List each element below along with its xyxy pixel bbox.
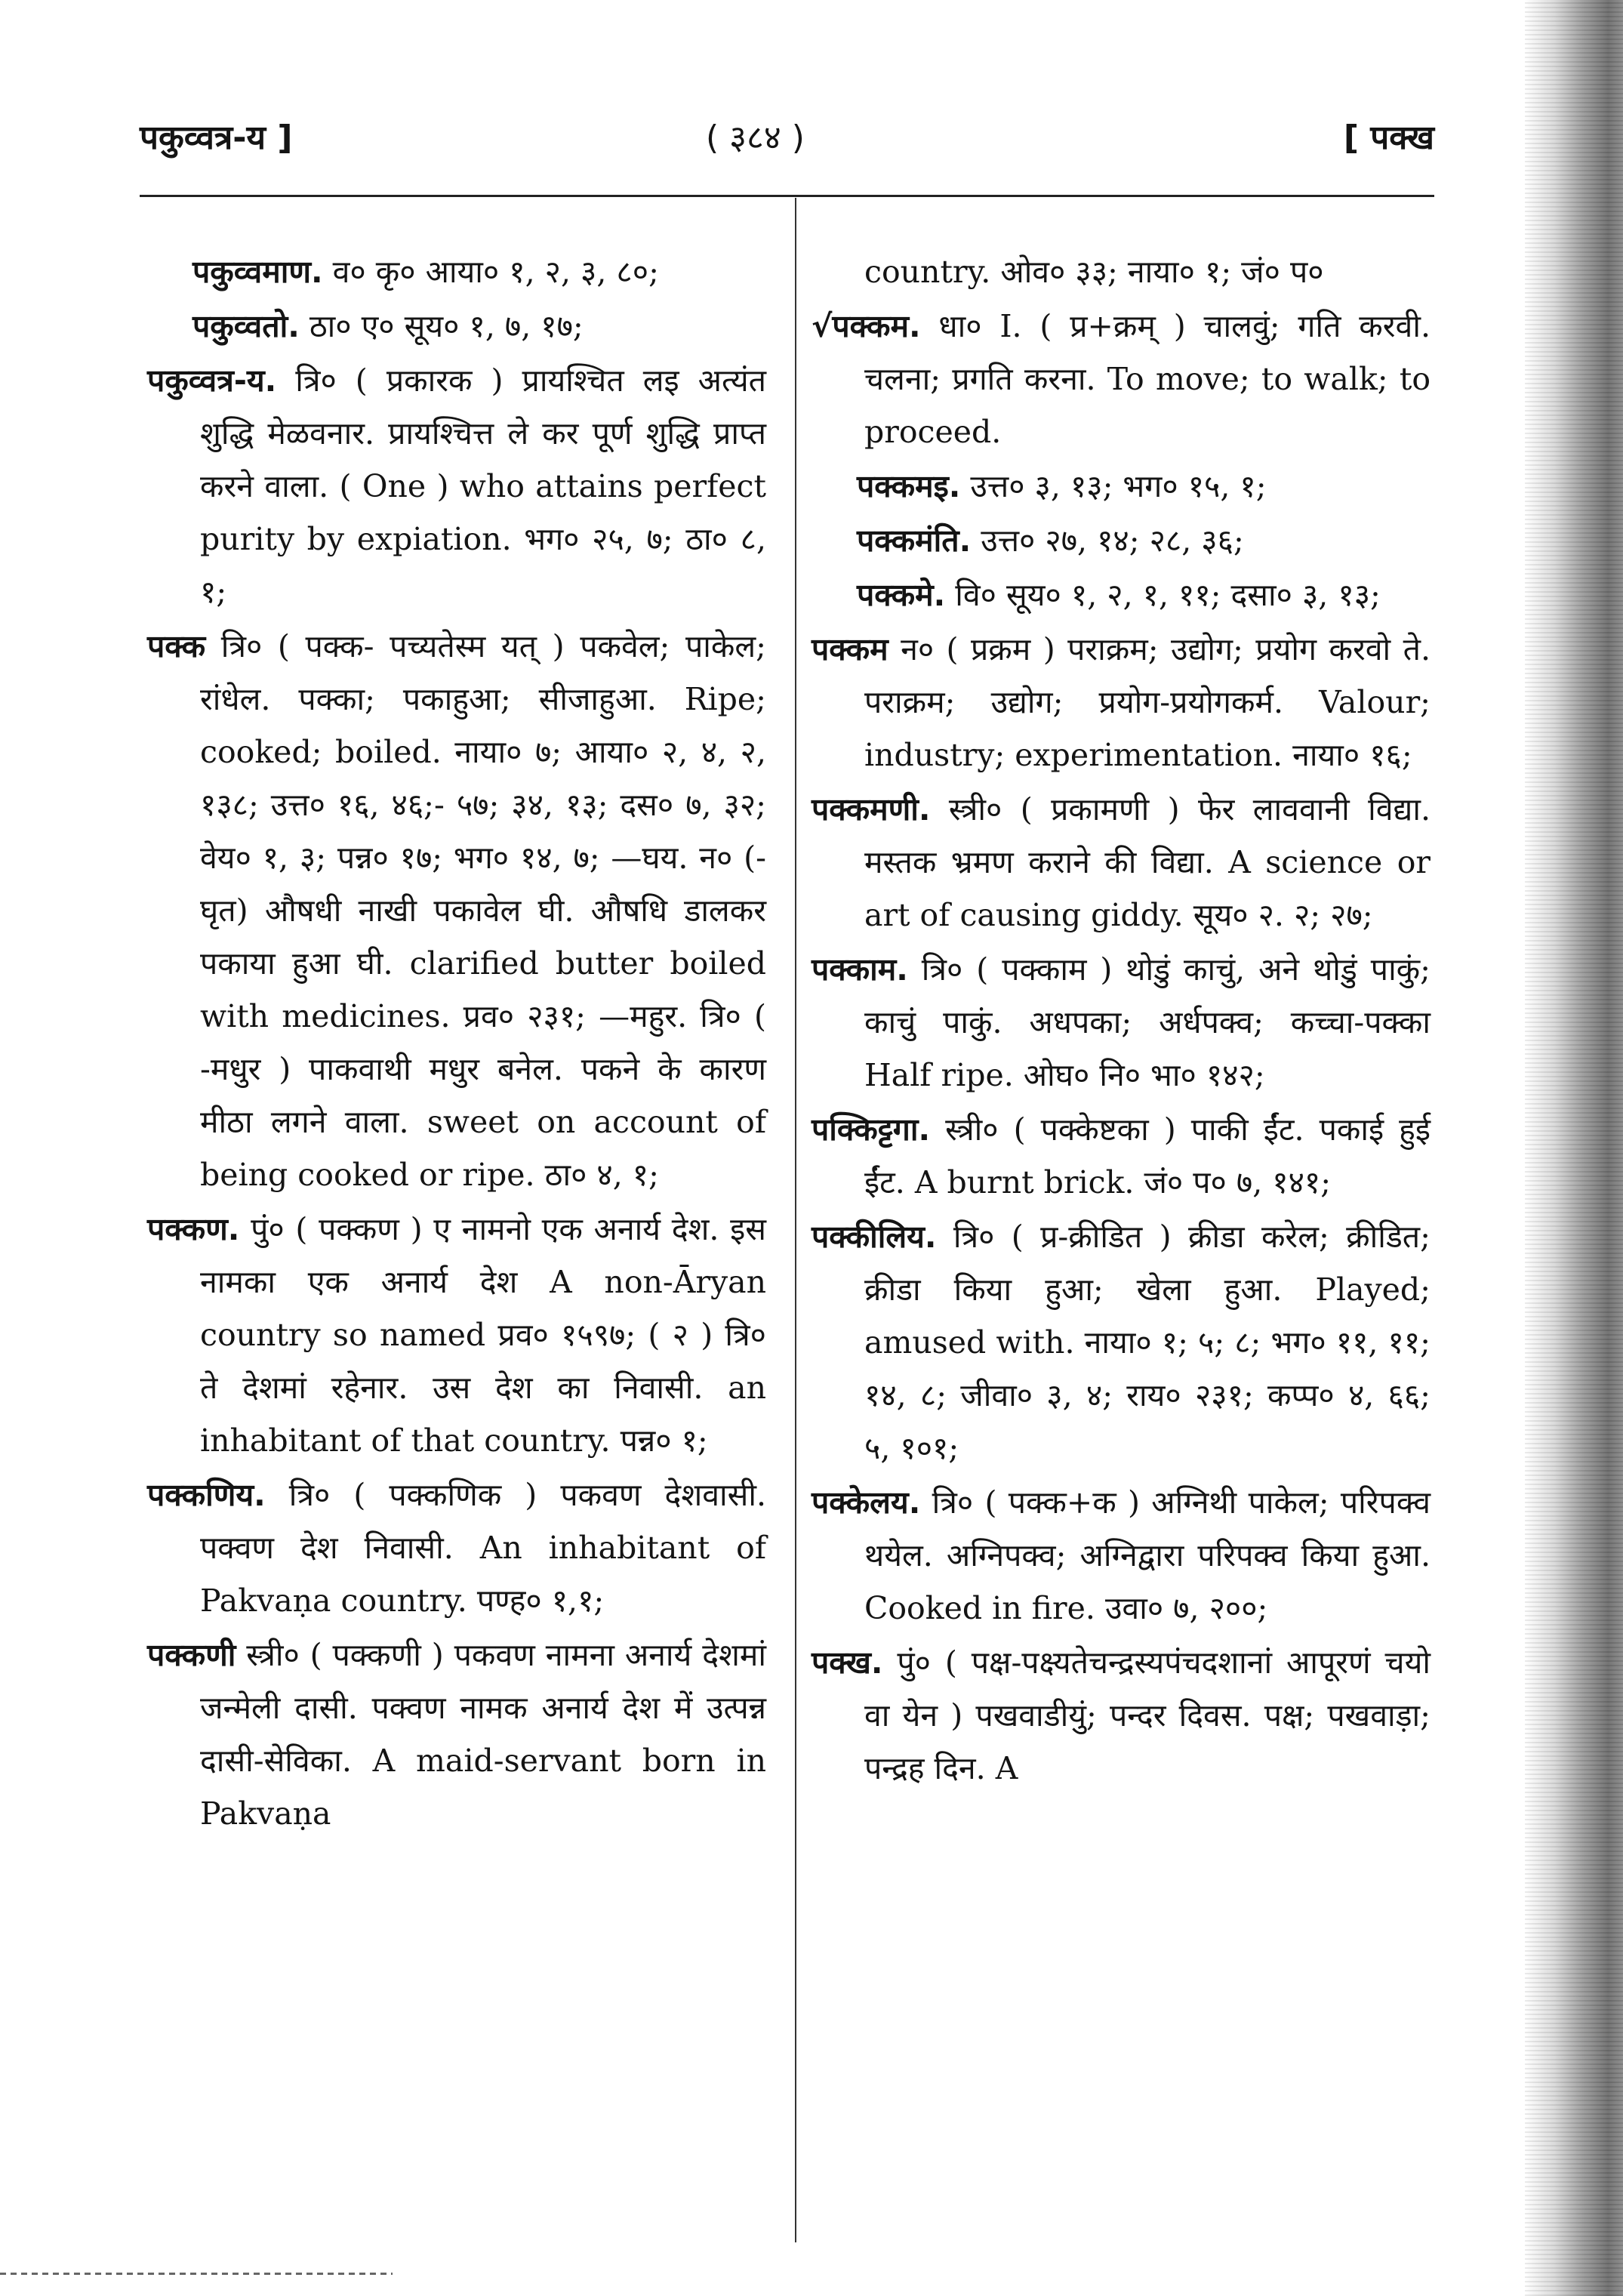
entry-body: त्रि० ( पक्क- पच्यतेस्म यत् ) पकवेल; पाकेल; रांधेल. पक्का; पकाहुआ; सीजाहुआ. Ripe; cooked; boiled. नाया० ७; आया० २, ४, २, १३८; उत्त० १६, ४६;- ५७; ३४, १३; दस० ७, ३२; वेय० १, ३; पन्न० १७; भग० १४, ७; —घय. न० (-घृत) औषधी नाखी पकावेल घी. औषधि डालकर पकाया हुआ घी. clarified butter boiled with medicines. प्रव० २३१; —महुर. त्रि० ( -मधुर ) पाकवाथी मधुर बनेल. पकने के कारण मीठा लगने वाला. sweet on account of being cooked or ripe. ठा० ४, १; bbox=[200, 628, 766, 1193]
headword: पकुव्वतो. bbox=[192, 308, 300, 344]
dictionary-entry bbox=[812, 569, 1431, 621]
headword: पक्क bbox=[147, 628, 206, 664]
entry-body: त्रि० ( पक्काम ) थोडुं काचुं, अने थोडुं पाकुं; काचुं पाकुं. अधपका; अर्धपक्व; कच्चा-पक्का Half ripe. ओघ० नि० भा० १४२; bbox=[864, 951, 1431, 1093]
entry-body: व० कृ० आया० १, २, ३, ८०; bbox=[332, 254, 659, 290]
entry-body: वि० सूय० १, २, १, ११; दसा० ३, १३; bbox=[955, 577, 1381, 613]
headword: पक्कमे. bbox=[857, 577, 946, 613]
headword: पकुव्वमाण. bbox=[192, 254, 323, 290]
headword: पक्कमइ. bbox=[857, 468, 961, 504]
dictionary-entry bbox=[812, 1636, 1431, 1795]
entry-body: उत्त० ३, १३; भग० १५, १; bbox=[970, 468, 1267, 504]
dictionary-entry bbox=[147, 245, 766, 298]
dictionary-entry bbox=[812, 1210, 1431, 1475]
headword: पक्कणिय. bbox=[147, 1477, 266, 1513]
headword: पक्कणी bbox=[147, 1637, 236, 1673]
dictionary-entry bbox=[147, 300, 766, 353]
headword: पक्केलय. bbox=[812, 1484, 921, 1521]
entry-body: ठा० ए० सूय० १, ७, १७; bbox=[309, 308, 584, 344]
entry-body: पुं० ( पक्ष-पक्ष्यतेचन्द्रस्यपंचदशानां आपूरणं चयो वा येन ) पखवाडीयुं; पन्दर दिवस. पक्ष; पखवाड़ा; पन्द्रह दिन. A bbox=[864, 1644, 1431, 1786]
dictionary-entry bbox=[147, 1203, 766, 1467]
entry-body: स्त्री० ( पक्कणी ) पकवण नामना अनार्य देशमां जन्मेली दासी. पक्वण नामक अनार्य देश में उत्पन्न दासी-सेविका. A maid-servant born in Pakvaṇa bbox=[200, 1637, 766, 1832]
entry-body: country. ओव० ३३; नाया० १; जं० प० bbox=[864, 254, 1324, 290]
running-head bbox=[140, 113, 1434, 174]
dictionary-entry bbox=[812, 300, 1431, 458]
entry-body: पुं० ( पक्कण ) ए नामनो एक अनार्य देश. इस नामका एक अनार्य देश A non-Āryan country so named प्रव० १५९७; ( २ ) त्रि० ते देशमां रहेनार. उस देश का निवासी. an inhabitant of that country. पन्न० १; bbox=[200, 1211, 766, 1459]
header-right-guideword: [ पक्ख bbox=[1343, 119, 1434, 157]
headword: पक्कमणी. bbox=[812, 791, 931, 827]
header-left-guideword: पकुव्वत्र-य ] bbox=[140, 119, 293, 157]
headword: पक्कम bbox=[812, 631, 888, 667]
dictionary-entry-continued bbox=[812, 245, 1431, 298]
headword: पक्कण. bbox=[147, 1211, 240, 1247]
headword: पक्ख. bbox=[812, 1644, 883, 1681]
right-column bbox=[812, 245, 1431, 1796]
page-edge-shadow bbox=[1525, 0, 1623, 2296]
left-column bbox=[147, 245, 766, 1841]
dictionary-entry bbox=[812, 783, 1431, 942]
dictionary-entry bbox=[812, 1476, 1431, 1635]
dictionary-entry bbox=[812, 1103, 1431, 1209]
header-rule bbox=[140, 195, 1434, 197]
dictionary-entry bbox=[147, 354, 766, 618]
entry-body: न० ( प्रक्रम ) पराक्रम; उद्योग; प्रयोग करवो ते. पराक्रम; उद्योग; प्रयोग-प्रयोगकर्म. Valour; industry; experimentation. नाया० १६; bbox=[864, 631, 1431, 773]
scan-edge-mark bbox=[0, 2273, 393, 2275]
entry-body: स्त्री० ( पक्केष्टका ) पाकी ईंट. पकाई हुई ईंट. A burnt brick. जं० प० ७, १४१; bbox=[864, 1111, 1431, 1200]
headword: पक्काम. bbox=[812, 951, 908, 988]
headword: पक्किट्टगा. bbox=[812, 1111, 931, 1148]
column-divider bbox=[795, 198, 796, 2242]
entry-body: उत्त० २७, १४; २८, ३६; bbox=[981, 522, 1244, 559]
headword: पक्कीलिय. bbox=[812, 1219, 937, 1255]
dictionary-entry bbox=[812, 460, 1431, 513]
entry-body: त्रि० ( पक्कणिक ) पकवण देशवासी. पक्वण देश निवासी. An inhabitant of Pakvaṇa country. पण्ह० १,१; bbox=[200, 1477, 766, 1619]
dictionary-entry bbox=[812, 623, 1431, 781]
page-number: ( ३८४ ) bbox=[706, 119, 805, 157]
dictionary-entry bbox=[812, 943, 1431, 1102]
entry-body: त्रि० ( पक्क+क ) अग्निथी पाकेल; परिपक्व थयेल. अग्निपक्व; अग्निद्वारा परिपक्व किया हुआ. Cooked in fire. उवा० ७, २००; bbox=[864, 1484, 1431, 1626]
entry-body: त्रि० ( प्रकारक ) प्रायश्चित लइ अत्यंत शुद्धि मेळवनार. प्रायश्चित्त ले कर पूर्ण शुद्धि प्राप्त करने वाला. ( One ) who attains perfect purity by expiation. भग० २५, ७; ठा० ८, १; bbox=[200, 362, 766, 610]
dictionary-entry bbox=[147, 1629, 766, 1840]
dictionary-entry bbox=[812, 514, 1431, 567]
headword: √पक्कम. bbox=[812, 308, 921, 344]
headword: पक्कमंति. bbox=[857, 522, 972, 559]
dictionary-entry bbox=[147, 1469, 766, 1627]
dictionary-entry bbox=[147, 620, 766, 1201]
entry-body: स्त्री० ( प्रकामणी ) फेर लाववानी विद्या. मस्तक भ्रमण कराने की विद्या. A science or art of causing giddy. सूय० २. २; २७; bbox=[864, 791, 1431, 933]
headword: पकुव्वत्र-य. bbox=[147, 362, 277, 399]
entry-body: त्रि० ( प्र-क्रीडित ) क्रीडा करेल; क्रीडित; क्रीडा किया हुआ; खेला हुआ. Played; amused with. नाया० १; ५; ८; भग० ११, ११; १४, ८; जीवा० ३, ४; राय० २३१; कप्प० ४, ६६; ५, १०१; bbox=[864, 1219, 1431, 1466]
entry-body: धा० I. ( प्र+क्रम् ) चालवुं; गति करवी. चलना; प्रगति करना. To move; to walk; to proceed. bbox=[864, 308, 1431, 450]
